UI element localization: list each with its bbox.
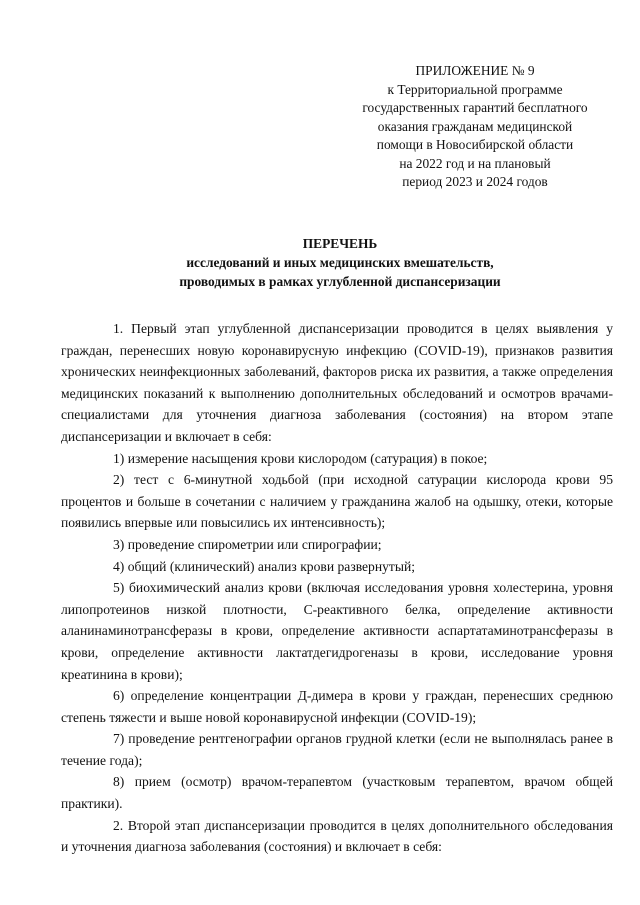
paragraph-stage-1: 1. Первый этап углубленной диспансеризации проводится в целях выявления у граждан, перенесших новую коронавирусную инфекцию (COVID-19), признаков развития хронических неинфекционных заболеваний, факторов риска их развития, а также определения медицинских показаний к выполнению дополнительных обследований и осмотров врачами-специалистами для уточнения диагноза заболевания (состояния) на втором этапе диспансеризации и включает в себя: [61, 321, 613, 444]
paragraph-stage-2: 2. Второй этап диспансеризации проводится в целях дополнительного обследования и уточнения диагноза заболевания (состояния) и включает в себя: [61, 817, 613, 855]
title-line: проводимых в рамках углубленной диспансеризации [179, 274, 501, 289]
list-item: 8) прием (осмотр) врачом-терапевтом (участковым терапевтом, врачом общей практики). [61, 774, 613, 812]
document-body [61, 318, 613, 858]
list-item: 4) общий (клинический) анализ крови развернутый; [113, 558, 416, 574]
list-item: 6) определение концентрации Д-димера в крови у граждан, перенесших среднюю степень тяжести и выше новой коронавирусной инфекции (COVID-19); [61, 688, 613, 725]
appendix-line: помощи в Новосибирской области [376, 137, 574, 152]
list-item: 7) проведение рентгенографии органов грудной клетки (если не выполнялась ранее в течение года); [61, 731, 613, 768]
appendix-line: период 2023 и 2024 годов [402, 174, 548, 189]
appendix-header [340, 62, 610, 192]
list-item: 3) проведение спирометрии или спирографии; [113, 536, 382, 552]
title-heading: ПЕРЕЧЕНЬ [302, 236, 378, 251]
list-item: 2) тест с 6-минутной ходьбой (при исходной сатурации кислорода крови 95 процентов и больше в сочетании с наличием у гражданина жалоб на одышку, отеки, которые появились впервые или повысились их интенсивность); [61, 472, 613, 531]
list-item: 1) измерение насыщения крови кислородом (сатурация) в покое; [113, 450, 488, 466]
appendix-line: на 2022 год и на плановый [399, 155, 551, 171]
appendix-number: ПРИЛОЖЕНИЕ № 9 [415, 63, 535, 78]
appendix-line: оказания гражданам медицинской [377, 118, 573, 134]
title-line: исследований и иных медицинских вмешательств, [186, 255, 494, 270]
document-title [60, 234, 620, 291]
appendix-line: государственных гарантий бесплатного [362, 100, 588, 115]
appendix-line: к Территориальной программе [387, 81, 563, 97]
list-item: 5) биохимический анализ крови (включая исследования уровня холестерина, уровня липопротеинов низкой плотности, С-реактивного белка, определение активности аланинаминотрансферазы в крови, определение активности аспартатаминотрансферазы в крови, определение активности лактатдегидрогеназы в крови, исследование уровня креатинина в крови); [61, 580, 613, 682]
